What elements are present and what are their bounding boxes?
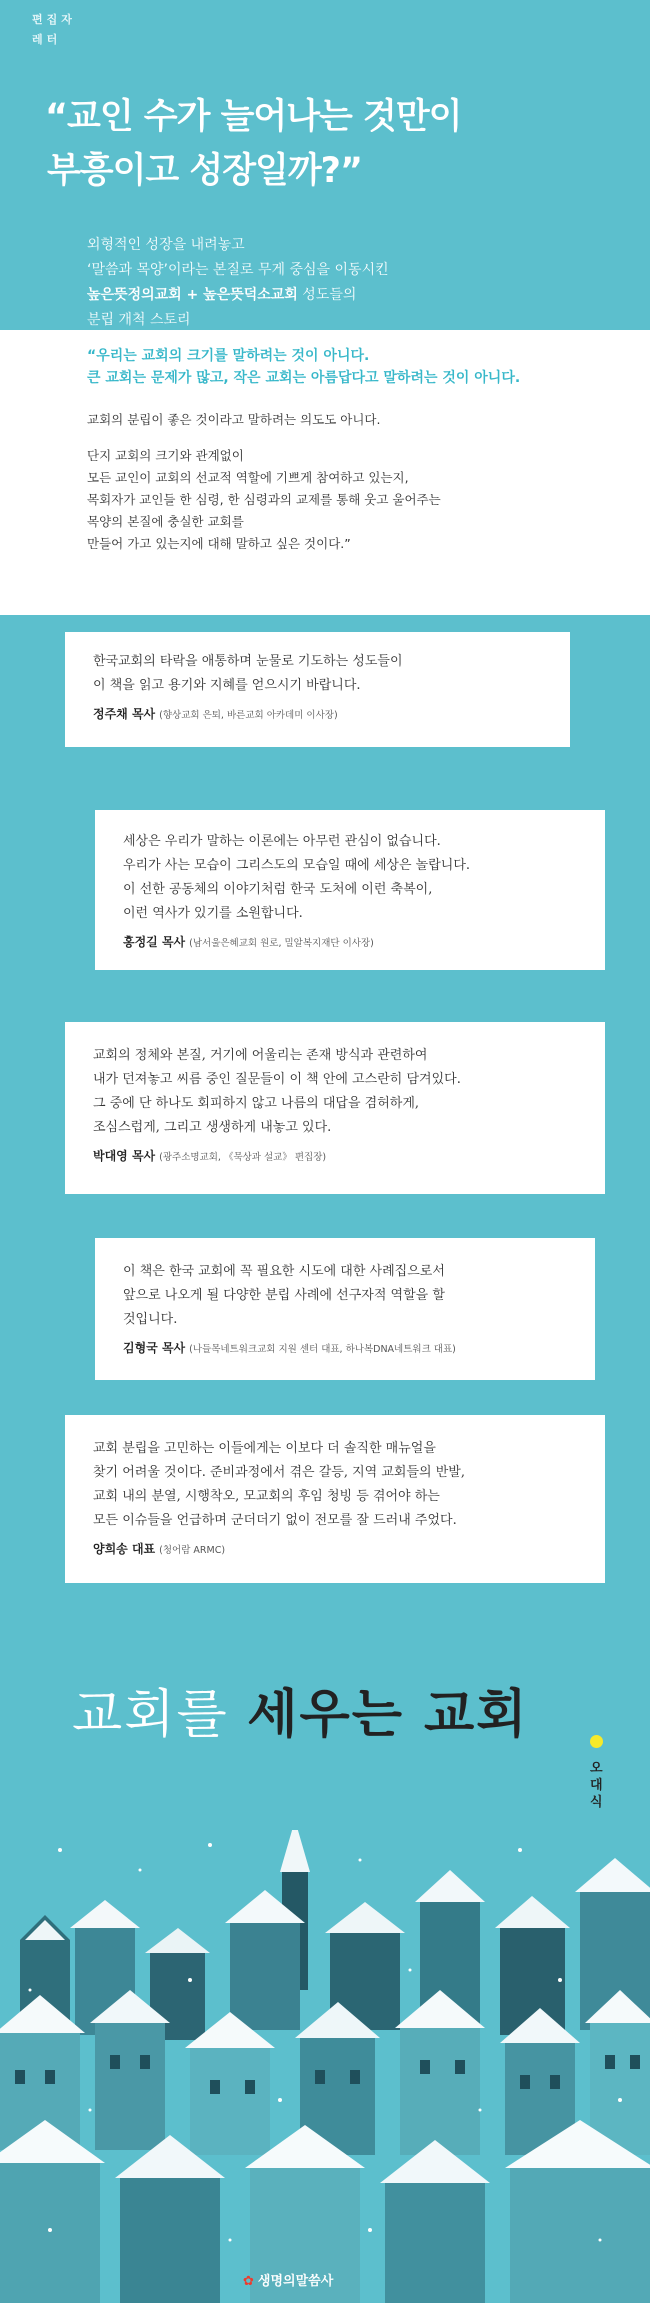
publisher-logo: [243, 2270, 333, 2289]
intro-paragraph-2-line-1: 단지 교회의 크기와 관계없이: [87, 448, 244, 463]
review-3-line-3: 그 중에 단 하나도 회피하지 않고 나름의 대답을 겸허하게,: [93, 1096, 420, 1111]
review-5-line-3: 교회 내의 분열, 시행착오, 모교회의 후임 청빙 등 겪어야 하는: [93, 1489, 440, 1504]
review-3-author: [93, 1146, 577, 1168]
intro-paragraph-1: 교회의 분립이 좋은 것이라고 말하려는 의도도 아니다.: [87, 412, 381, 427]
headline-line-1: “교인 수가 늘어나는 것만이: [45, 97, 462, 137]
review-card-2: [95, 810, 605, 970]
publisher-mark-icon: ✿: [243, 2274, 254, 2289]
publisher-name: 생명의말씀사: [257, 2274, 334, 2289]
review-1-name: 정주채 목사: [93, 707, 156, 721]
review-5-role: (청어람 ARMC): [159, 1545, 226, 1556]
review-4-name: 김형국 목사: [123, 1341, 186, 1355]
review-3-text: [93, 1044, 577, 1140]
review-2-role: (남서울은혜교회 원로, 밀알복지재단 이사장): [189, 938, 374, 949]
review-3-name: 박대영 목사: [93, 1149, 156, 1163]
review-2-line-3: 이 선한 공동체의 이야기처럼 한국 도처에 이런 축복이,: [123, 882, 433, 897]
review-4-line-1: 이 책은 한국 교회에 꼭 필요한 시도에 대한 사례집으로서: [123, 1264, 445, 1279]
review-card-5: [65, 1415, 605, 1583]
intro-body: [87, 409, 607, 555]
review-2-author: [123, 932, 577, 954]
review-4-text: [123, 1260, 567, 1332]
headline: [45, 90, 635, 198]
snowy-town-illustration: [0, 1830, 650, 2303]
review-3-line-1: 교회의 정체와 본질, 거기에 어울리는 존재 방식과 관련하여: [93, 1048, 428, 1063]
review-5-author: [93, 1539, 577, 1561]
yellow-dot-icon: [590, 1735, 603, 1748]
subtitle-line-3: [87, 283, 389, 308]
review-2-line-4: 이런 역사가 있기를 소원합니다.: [123, 906, 303, 921]
review-3-role: (광주소명교회, 《묵상과 설교》 편집장): [159, 1152, 327, 1163]
review-1-line-2: 이 책을 읽고 용기와 지혜를 얻으시기 바랍니다.: [93, 678, 361, 693]
book-author: 오대식: [590, 1761, 603, 1810]
review-3-line-2: 내가 던져놓고 씨름 중인 질문들이 이 책 안에 고스란히 담겨있다.: [93, 1072, 461, 1087]
book-title-part-2: 세우는 교회: [247, 1685, 529, 1745]
review-2-line-1: 세상은 우리가 말하는 이론에는 아무런 관심이 없습니다.: [123, 834, 441, 849]
intro-paragraph-2-line-3: 목회자가 교인들 한 심령, 한 심령과의 교제를 통해 웃고 울어주는: [87, 492, 441, 507]
review-3-line-4: 조심스럽게, 그리고 생생하게 내놓고 있다.: [93, 1120, 332, 1135]
subtitle-line-2: ‘말씀과 목양’이라는 본질로 무게 중심을 이동시킨: [87, 262, 389, 278]
editor-letter-tag: 편집자 레터: [32, 13, 76, 46]
intro-paragraph-2: [87, 445, 607, 555]
intro-quote-line-1: “우리는 교회의 크기를 말하려는 것이 아니다.: [87, 348, 370, 364]
header-subtitle: [87, 233, 389, 333]
review-card-1: [65, 632, 570, 747]
review-card-4: [95, 1238, 595, 1380]
intro-paragraph-2-line-4: 목양의 본질에 충실한 교회를: [87, 514, 244, 529]
review-card-3: [65, 1022, 605, 1194]
editor-letter-header: [0, 0, 650, 330]
review-1-author: [93, 704, 542, 726]
review-4-line-2: 앞으로 나오게 될 다양한 분립 사례에 선구자적 역할을 할: [123, 1288, 445, 1303]
intro-paragraph-2-line-2: 모든 교인이 교회의 선교적 역할에 기쁘게 참여하고 있는지,: [87, 470, 409, 485]
review-5-line-4: 모든 이슈들을 언급하며 군더더기 없이 전모를 잘 드러내 주었다.: [93, 1513, 457, 1528]
review-4-line-3: 것입니다.: [123, 1312, 178, 1327]
review-5-line-1: 교회 분립을 고민하는 이들에게는 이보다 더 솔직한 매뉴얼을: [93, 1441, 436, 1456]
subtitle-line-3-rest: 성도들의: [297, 287, 357, 303]
review-2-line-2: 우리가 사는 모습이 그리스도의 모습일 때에 세상은 놀랍니다.: [123, 858, 471, 873]
intro-section: [87, 345, 607, 569]
intro-quote-line-2: 큰 교회는 문제가 많고, 작은 교회는 아름답다고 말하려는 것이 아니다.: [87, 370, 521, 386]
review-2-text: [123, 830, 577, 926]
intro-paragraph-2-line-5: 만들어 가고 있는지에 대해 말하고 싶은 것이다.”: [87, 536, 351, 551]
review-5-line-2: 찾기 어려울 것이다. 준비과정에서 겪은 갈등, 지역 교회들의 반발,: [93, 1465, 465, 1480]
subtitle-line-4: 분립 개척 스토리: [87, 312, 191, 328]
review-5-text: [93, 1437, 577, 1533]
subtitle-line-1: 외형적인 성장을 내려놓고: [87, 237, 245, 253]
review-1-role: (향상교회 은퇴, 바른교회 아카데미 이사장): [159, 710, 338, 721]
review-1-text: [93, 650, 542, 698]
headline-line-2: 부흥이고 성장일까?”: [47, 151, 362, 191]
review-1-line-1: 한국교회의 타락을 애통하며 눈물로 기도하는 성도들이: [93, 654, 403, 669]
review-2-name: 홍정길 목사: [123, 935, 186, 949]
review-4-author: [123, 1338, 567, 1360]
subtitle-churches: 높은뜻정의교회 + 높은뜻덕소교회: [87, 287, 298, 303]
review-4-role: (나들목네트워크교회 지원 센터 대표, 하나복DNA네트워크 대표): [189, 1344, 456, 1355]
book-title: [72, 1685, 529, 1745]
intro-quote: [87, 345, 607, 389]
book-title-part-1: 교회를: [72, 1685, 248, 1745]
review-5-name: 양희송 대표: [93, 1542, 156, 1556]
